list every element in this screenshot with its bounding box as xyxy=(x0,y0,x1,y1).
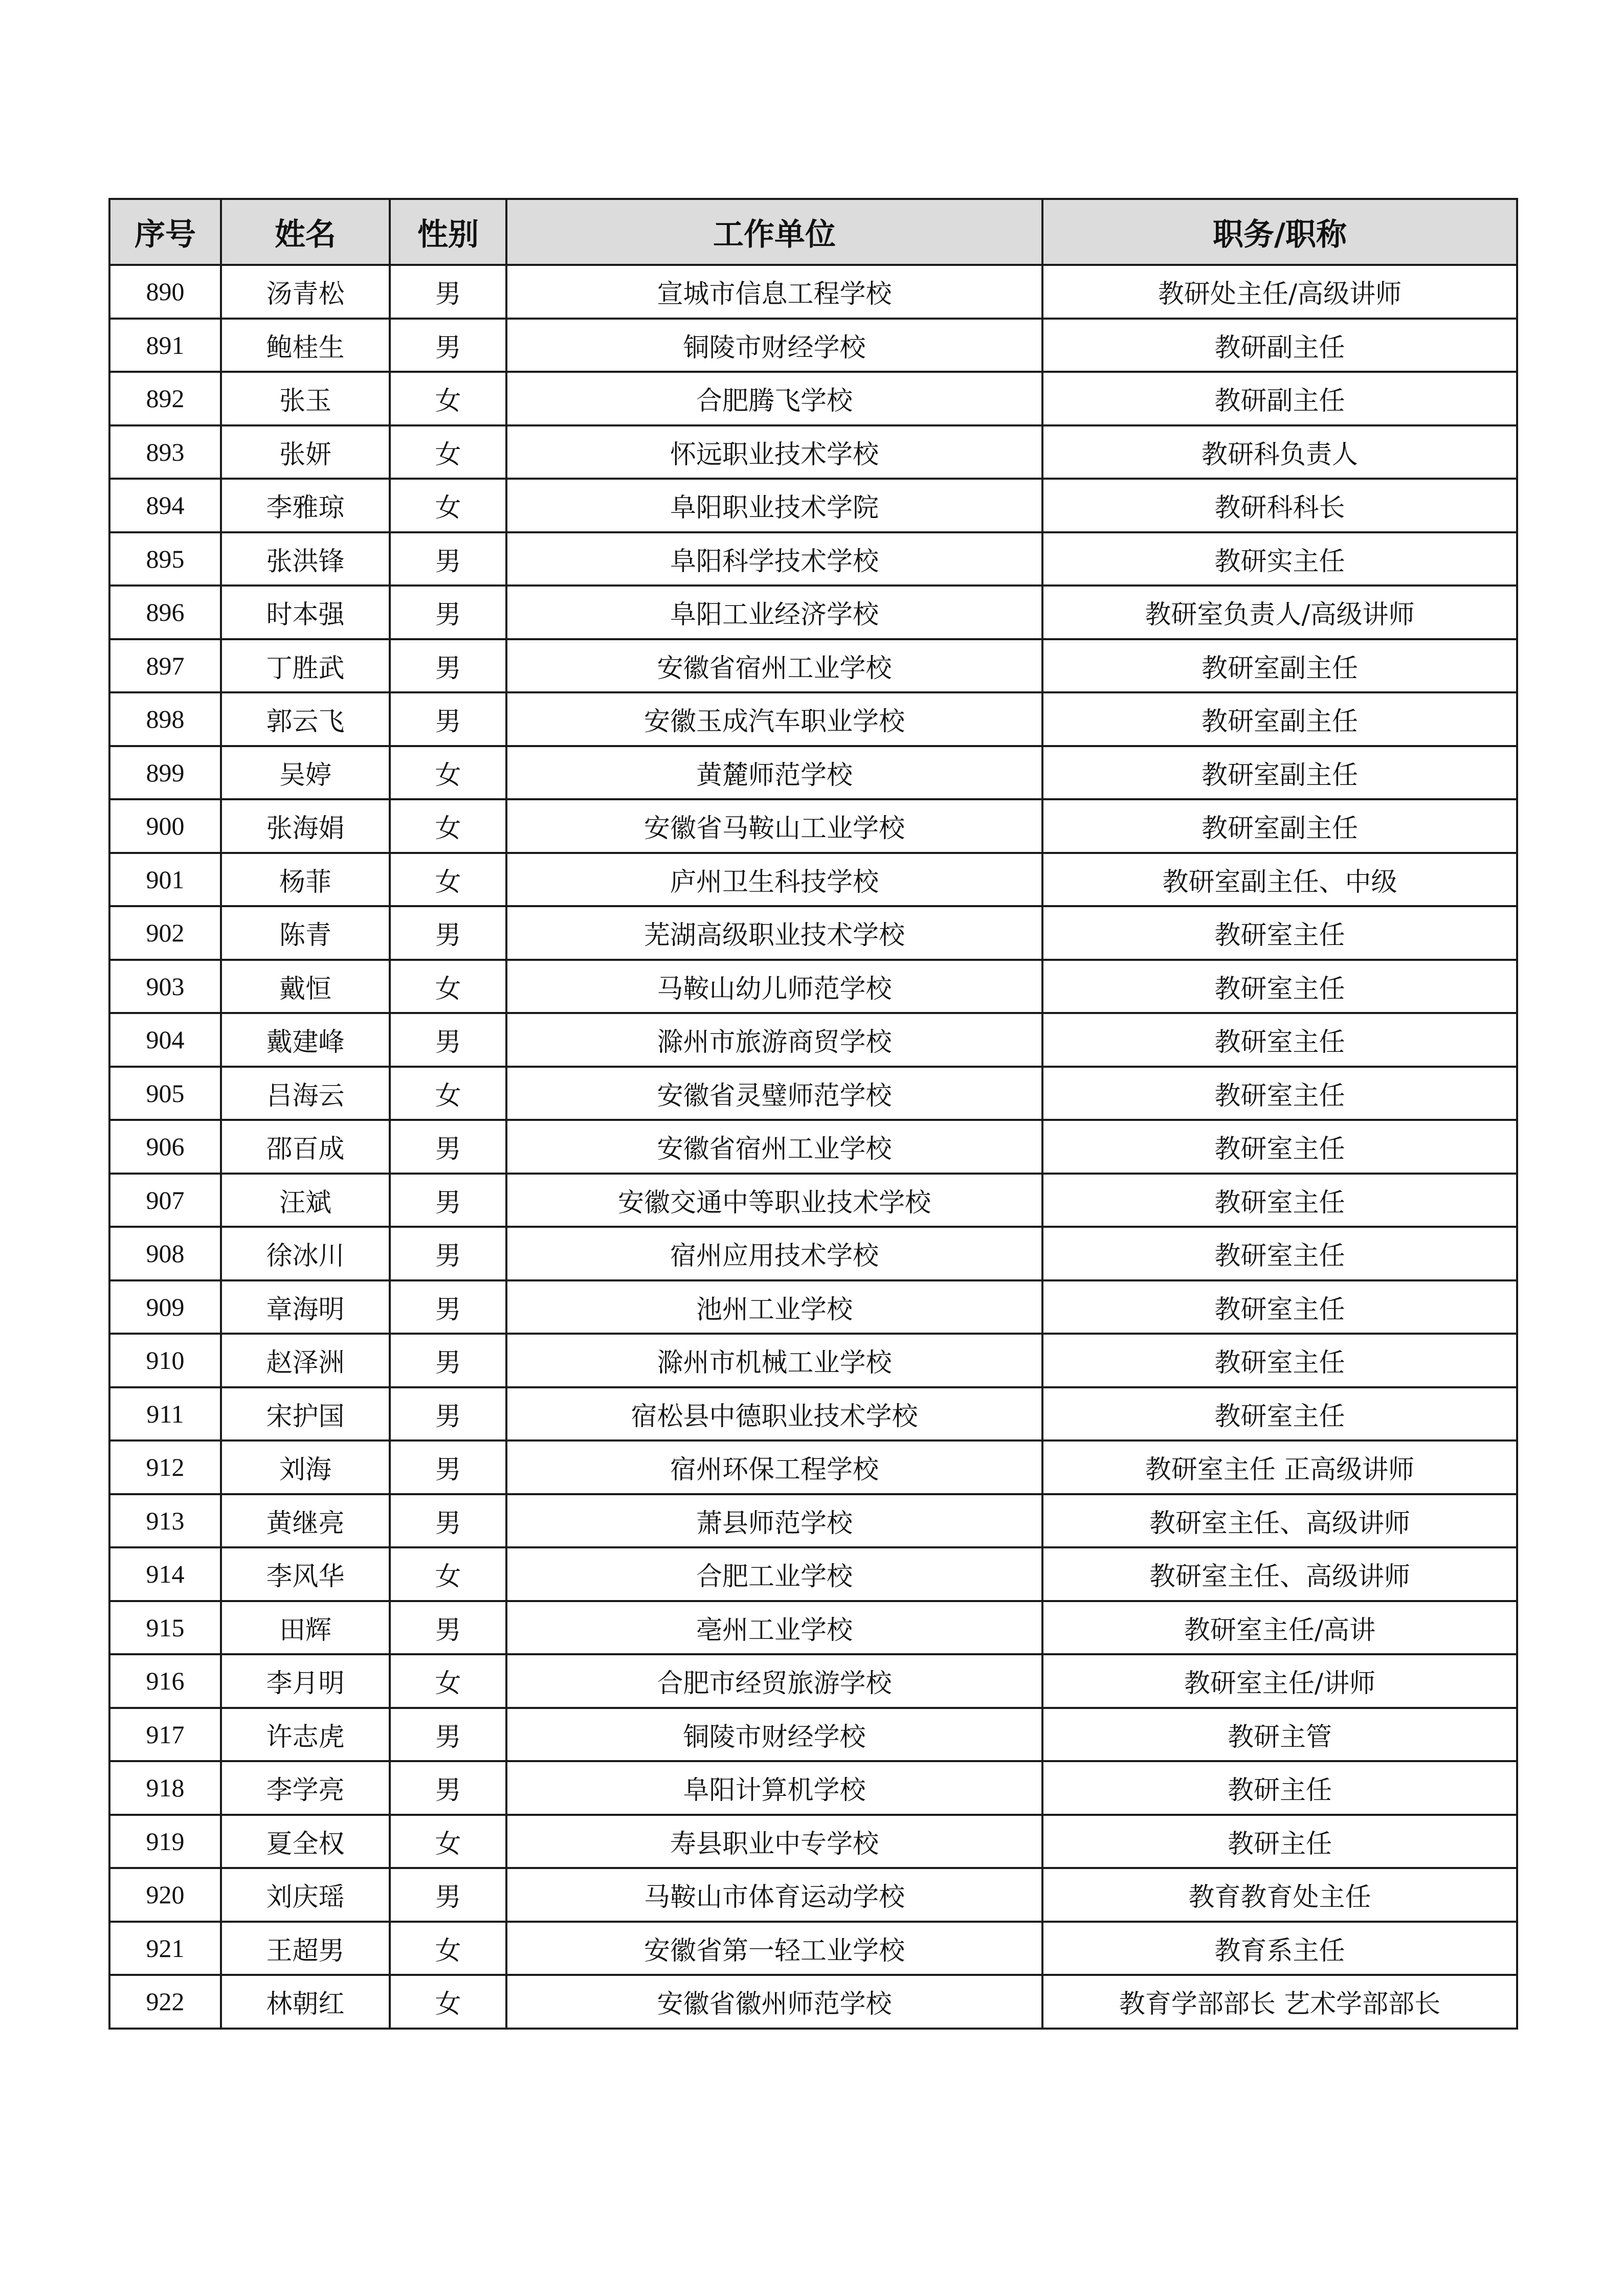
table-row xyxy=(109,1868,1517,1922)
cell-title: 教育系主任 xyxy=(1042,1922,1517,1975)
table-row xyxy=(109,319,1517,372)
cell-gender: 男 xyxy=(390,532,506,586)
cell-name: 夏全权 xyxy=(221,1815,390,1869)
header-name: 姓名 xyxy=(221,199,390,265)
cell-name: 吴婷 xyxy=(221,746,390,800)
cell-gender: 男 xyxy=(390,1280,506,1334)
table-row xyxy=(109,1440,1517,1494)
cell-index: 890 xyxy=(109,265,221,319)
cell-index: 918 xyxy=(109,1761,221,1815)
table-row xyxy=(109,1227,1517,1280)
cell-index: 906 xyxy=(109,1120,221,1174)
table-row xyxy=(109,1761,1517,1815)
cell-gender: 女 xyxy=(390,479,506,532)
cell-gender: 男 xyxy=(390,1120,506,1174)
header-gender: 性别 xyxy=(390,199,506,265)
cell-title: 教研室主任 xyxy=(1042,960,1517,1014)
table-row xyxy=(109,586,1517,639)
cell-unit: 滁州市旅游商贸学校 xyxy=(506,1013,1042,1067)
cell-title: 教研室副主任 xyxy=(1042,799,1517,853)
cell-index: 910 xyxy=(109,1334,221,1387)
cell-name: 田辉 xyxy=(221,1601,390,1655)
table-row xyxy=(109,1601,1517,1655)
cell-index: 911 xyxy=(109,1387,221,1441)
cell-title: 教研室主任 xyxy=(1042,1013,1517,1067)
cell-unit: 阜阳职业技术学院 xyxy=(506,479,1042,532)
table-row xyxy=(109,425,1517,479)
cell-name: 汤青松 xyxy=(221,265,390,319)
cell-title: 教研室主任 正高级讲师 xyxy=(1042,1440,1517,1494)
cell-gender: 男 xyxy=(390,692,506,746)
cell-title: 教研主管 xyxy=(1042,1708,1517,1762)
cell-index: 921 xyxy=(109,1922,221,1975)
cell-gender: 女 xyxy=(390,1922,506,1975)
cell-gender: 男 xyxy=(390,1494,506,1548)
table-row xyxy=(109,1174,1517,1227)
cell-name: 赵泽洲 xyxy=(221,1334,390,1387)
table-row xyxy=(109,960,1517,1014)
cell-index: 908 xyxy=(109,1227,221,1280)
cell-title: 教研室主任 xyxy=(1042,906,1517,960)
cell-title: 教研室主任、高级讲师 xyxy=(1042,1547,1517,1601)
cell-index: 892 xyxy=(109,372,221,425)
cell-name: 林朝红 xyxy=(221,1975,390,2029)
cell-unit: 合肥工业学校 xyxy=(506,1547,1042,1601)
cell-gender: 男 xyxy=(390,906,506,960)
cell-unit: 安徽省灵璧师范学校 xyxy=(506,1067,1042,1120)
cell-name: 宋护国 xyxy=(221,1387,390,1441)
cell-title: 教研实主任 xyxy=(1042,532,1517,586)
cell-unit: 马鞍山市体育运动学校 xyxy=(506,1868,1042,1922)
cell-name: 张洪锋 xyxy=(221,532,390,586)
cell-unit: 宣城市信息工程学校 xyxy=(506,265,1042,319)
cell-gender: 女 xyxy=(390,1815,506,1869)
table-row xyxy=(109,479,1517,532)
cell-title: 教研主任 xyxy=(1042,1815,1517,1869)
cell-name: 张海娟 xyxy=(221,799,390,853)
cell-gender: 女 xyxy=(390,425,506,479)
cell-index: 909 xyxy=(109,1280,221,1334)
cell-name: 丁胜武 xyxy=(221,639,390,693)
header-row xyxy=(109,199,1517,265)
cell-name: 许志虎 xyxy=(221,1708,390,1762)
cell-gender: 女 xyxy=(390,1654,506,1708)
cell-unit: 安徽省第一轻工业学校 xyxy=(506,1922,1042,1975)
cell-unit: 萧县师范学校 xyxy=(506,1494,1042,1548)
table-row xyxy=(109,1708,1517,1762)
cell-name: 王超男 xyxy=(221,1922,390,1975)
cell-gender: 男 xyxy=(390,1601,506,1655)
cell-index: 914 xyxy=(109,1547,221,1601)
table-body xyxy=(109,265,1517,2029)
cell-unit: 芜湖高级职业技术学校 xyxy=(506,906,1042,960)
cell-unit: 池州工业学校 xyxy=(506,1280,1042,1334)
table-row xyxy=(109,1922,1517,1975)
cell-gender: 男 xyxy=(390,1761,506,1815)
cell-index: 905 xyxy=(109,1067,221,1120)
cell-gender: 男 xyxy=(390,265,506,319)
cell-title: 教研室副主任 xyxy=(1042,692,1517,746)
cell-index: 891 xyxy=(109,319,221,372)
cell-gender: 男 xyxy=(390,1440,506,1494)
table-row xyxy=(109,692,1517,746)
cell-name: 邵百成 xyxy=(221,1120,390,1174)
table-row xyxy=(109,1975,1517,2029)
cell-index: 898 xyxy=(109,692,221,746)
cell-name: 吕海云 xyxy=(221,1067,390,1120)
cell-unit: 阜阳科学技术学校 xyxy=(506,532,1042,586)
cell-gender: 女 xyxy=(390,1067,506,1120)
cell-gender: 女 xyxy=(390,372,506,425)
cell-index: 915 xyxy=(109,1601,221,1655)
cell-index: 900 xyxy=(109,799,221,853)
cell-index: 922 xyxy=(109,1975,221,2029)
table-row xyxy=(109,1815,1517,1869)
header-unit: 工作单位 xyxy=(506,199,1042,265)
cell-title: 教研副主任 xyxy=(1042,319,1517,372)
header-index: 序号 xyxy=(109,199,221,265)
cell-gender: 男 xyxy=(390,319,506,372)
cell-index: 916 xyxy=(109,1654,221,1708)
table-row xyxy=(109,746,1517,800)
cell-unit: 宿州应用技术学校 xyxy=(506,1227,1042,1280)
cell-unit: 黄麓师范学校 xyxy=(506,746,1042,800)
cell-unit: 合肥腾飞学校 xyxy=(506,372,1042,425)
cell-unit: 宿松县中德职业技术学校 xyxy=(506,1387,1042,1441)
cell-unit: 滁州市机械工业学校 xyxy=(506,1334,1042,1387)
table-row xyxy=(109,372,1517,425)
cell-index: 899 xyxy=(109,746,221,800)
table-row xyxy=(109,1067,1517,1120)
cell-title: 教研室负责人/高级讲师 xyxy=(1042,586,1517,639)
cell-name: 李月明 xyxy=(221,1654,390,1708)
cell-title: 教研副主任 xyxy=(1042,372,1517,425)
cell-index: 913 xyxy=(109,1494,221,1548)
cell-gender: 男 xyxy=(390,1334,506,1387)
cell-unit: 宿州环保工程学校 xyxy=(506,1440,1042,1494)
cell-unit: 铜陵市财经学校 xyxy=(506,319,1042,372)
cell-title: 教研主任 xyxy=(1042,1761,1517,1815)
cell-title: 教研室主任、高级讲师 xyxy=(1042,1494,1517,1548)
cell-gender: 女 xyxy=(390,746,506,800)
cell-index: 896 xyxy=(109,586,221,639)
cell-index: 902 xyxy=(109,906,221,960)
cell-title: 教研室主任/高讲 xyxy=(1042,1601,1517,1655)
table-row xyxy=(109,906,1517,960)
table-row xyxy=(109,532,1517,586)
cell-unit: 马鞍山幼儿师范学校 xyxy=(506,960,1042,1014)
table-row xyxy=(109,799,1517,853)
header-title: 职务/职称 xyxy=(1042,199,1517,265)
table-row xyxy=(109,1120,1517,1174)
cell-title: 教研室主任 xyxy=(1042,1067,1517,1120)
cell-title: 教研室副主任 xyxy=(1042,639,1517,693)
cell-index: 907 xyxy=(109,1174,221,1227)
cell-name: 张玉 xyxy=(221,372,390,425)
cell-name: 刘庆瑶 xyxy=(221,1868,390,1922)
cell-gender: 女 xyxy=(390,1547,506,1601)
staff-table xyxy=(108,198,1518,2030)
cell-gender: 男 xyxy=(390,1868,506,1922)
cell-unit: 庐州卫生科技学校 xyxy=(506,853,1042,907)
cell-index: 893 xyxy=(109,425,221,479)
cell-unit: 安徽玉成汽车职业学校 xyxy=(506,692,1042,746)
cell-gender: 女 xyxy=(390,799,506,853)
cell-name: 鲍桂生 xyxy=(221,319,390,372)
cell-index: 904 xyxy=(109,1013,221,1067)
cell-gender: 男 xyxy=(390,1174,506,1227)
cell-gender: 女 xyxy=(390,960,506,1014)
cell-unit: 怀远职业技术学校 xyxy=(506,425,1042,479)
cell-index: 919 xyxy=(109,1815,221,1869)
table-row xyxy=(109,1387,1517,1441)
cell-unit: 安徽省宿州工业学校 xyxy=(506,639,1042,693)
cell-title: 教研室主任 xyxy=(1042,1387,1517,1441)
table-row xyxy=(109,1494,1517,1548)
cell-gender: 男 xyxy=(390,639,506,693)
cell-gender: 女 xyxy=(390,1975,506,2029)
cell-name: 时本强 xyxy=(221,586,390,639)
cell-index: 895 xyxy=(109,532,221,586)
cell-name: 徐冰川 xyxy=(221,1227,390,1280)
cell-index: 917 xyxy=(109,1708,221,1762)
cell-unit: 阜阳工业经济学校 xyxy=(506,586,1042,639)
table-row xyxy=(109,639,1517,693)
cell-title: 教研科科长 xyxy=(1042,479,1517,532)
cell-gender: 女 xyxy=(390,853,506,907)
cell-index: 901 xyxy=(109,853,221,907)
table-row xyxy=(109,853,1517,907)
cell-title: 教研室主任 xyxy=(1042,1174,1517,1227)
table-row xyxy=(109,1013,1517,1067)
cell-index: 903 xyxy=(109,960,221,1014)
cell-name: 黄继亮 xyxy=(221,1494,390,1548)
cell-name: 李雅琼 xyxy=(221,479,390,532)
cell-gender: 男 xyxy=(390,1013,506,1067)
cell-title: 教研室主任 xyxy=(1042,1227,1517,1280)
cell-unit: 铜陵市财经学校 xyxy=(506,1708,1042,1762)
cell-name: 杨菲 xyxy=(221,853,390,907)
cell-name: 陈青 xyxy=(221,906,390,960)
cell-index: 894 xyxy=(109,479,221,532)
table-row xyxy=(109,1654,1517,1708)
cell-title: 教研室主任 xyxy=(1042,1120,1517,1174)
cell-unit: 安徽省徽州师范学校 xyxy=(506,1975,1042,2029)
cell-title: 教研处主任/高级讲师 xyxy=(1042,265,1517,319)
cell-unit: 安徽省马鞍山工业学校 xyxy=(506,799,1042,853)
cell-unit: 寿县职业中专学校 xyxy=(506,1815,1042,1869)
cell-name: 郭云飞 xyxy=(221,692,390,746)
cell-name: 刘海 xyxy=(221,1440,390,1494)
cell-name: 戴恒 xyxy=(221,960,390,1014)
cell-unit: 阜阳计算机学校 xyxy=(506,1761,1042,1815)
table-header xyxy=(109,199,1517,265)
cell-name: 张妍 xyxy=(221,425,390,479)
cell-gender: 男 xyxy=(390,586,506,639)
cell-name: 章海明 xyxy=(221,1280,390,1334)
cell-unit: 合肥市经贸旅游学校 xyxy=(506,1654,1042,1708)
cell-unit: 亳州工业学校 xyxy=(506,1601,1042,1655)
cell-title: 教研科负责人 xyxy=(1042,425,1517,479)
table-row xyxy=(109,265,1517,319)
cell-title: 教研室主任/讲师 xyxy=(1042,1654,1517,1708)
cell-gender: 男 xyxy=(390,1387,506,1441)
cell-name: 戴建峰 xyxy=(221,1013,390,1067)
cell-name: 李学亮 xyxy=(221,1761,390,1815)
cell-name: 汪斌 xyxy=(221,1174,390,1227)
cell-index: 912 xyxy=(109,1440,221,1494)
cell-unit: 安徽省宿州工业学校 xyxy=(506,1120,1042,1174)
cell-title: 教研室副主任 xyxy=(1042,746,1517,800)
cell-title: 教育教育处主任 xyxy=(1042,1868,1517,1922)
cell-index: 897 xyxy=(109,639,221,693)
cell-title: 教研室主任 xyxy=(1042,1280,1517,1334)
table-row xyxy=(109,1280,1517,1334)
cell-gender: 男 xyxy=(390,1708,506,1762)
cell-title: 教研室副主任、中级 xyxy=(1042,853,1517,907)
cell-title: 教研室主任 xyxy=(1042,1334,1517,1387)
cell-name: 李风华 xyxy=(221,1547,390,1601)
cell-index: 920 xyxy=(109,1868,221,1922)
table-row xyxy=(109,1547,1517,1601)
cell-title: 教育学部部长 艺术学部部长 xyxy=(1042,1975,1517,2029)
table-row xyxy=(109,1334,1517,1387)
cell-gender: 男 xyxy=(390,1227,506,1280)
cell-unit: 安徽交通中等职业技术学校 xyxy=(506,1174,1042,1227)
